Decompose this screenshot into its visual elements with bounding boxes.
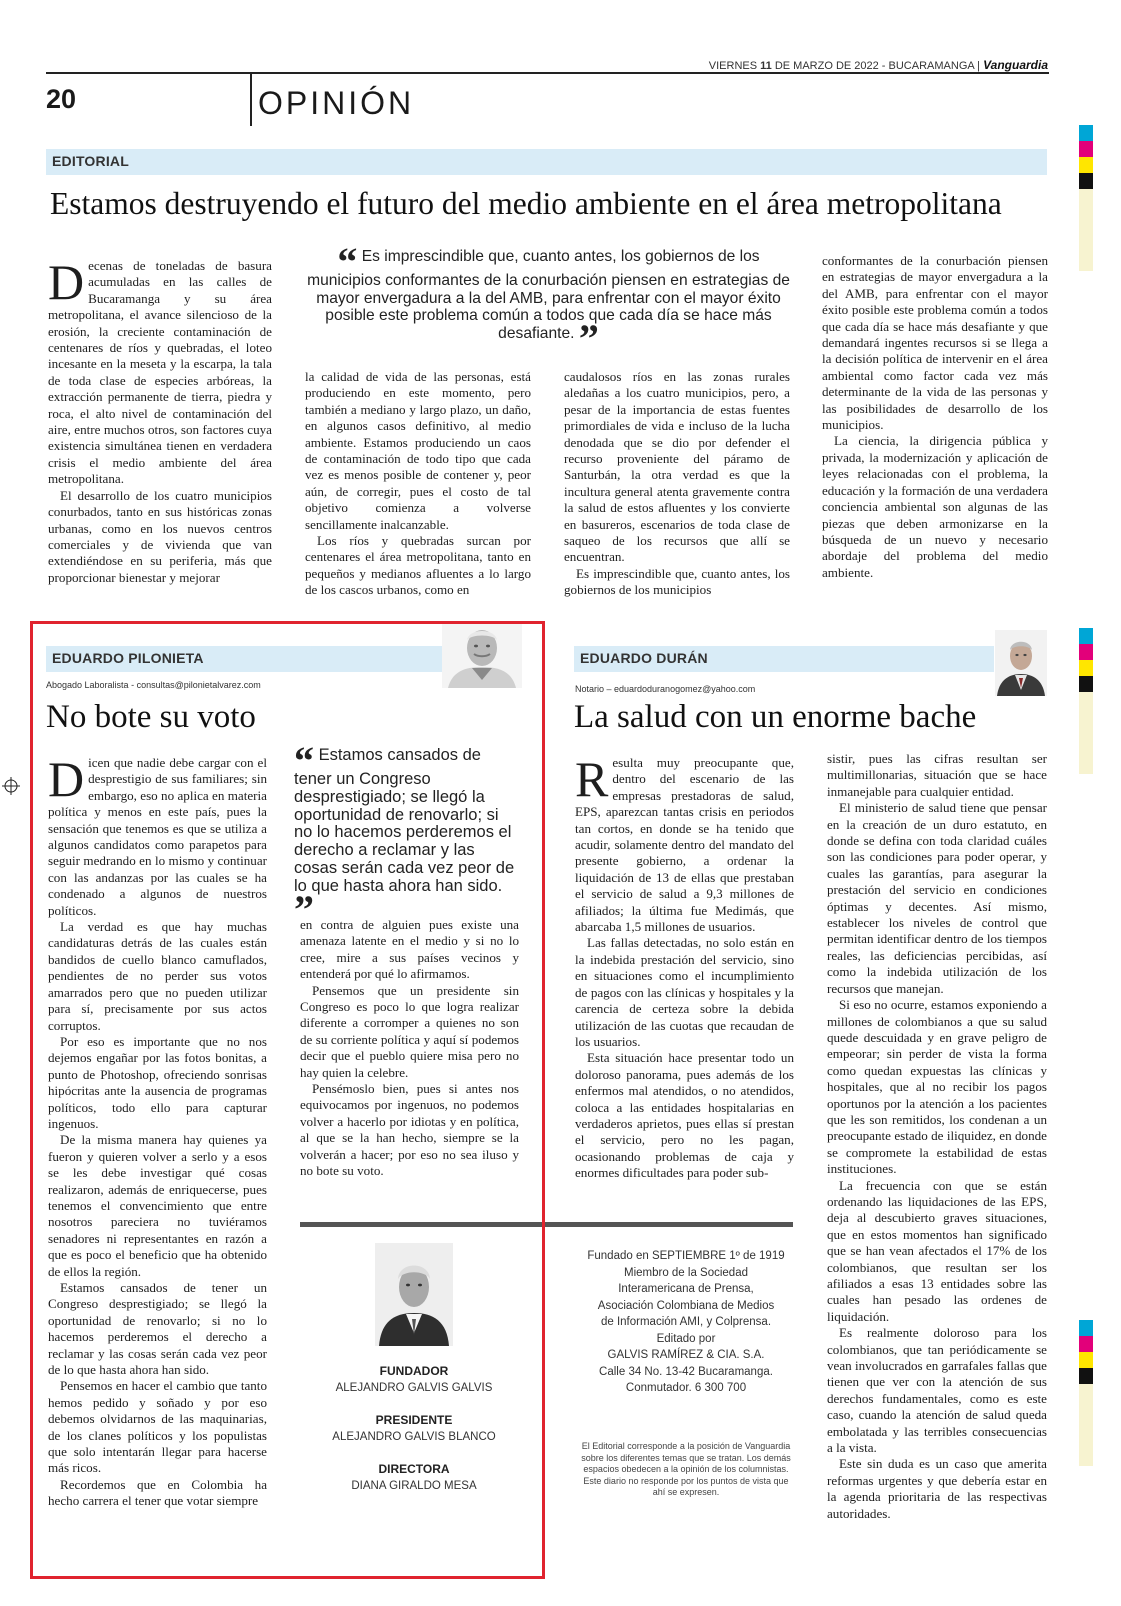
registration-crosshair-icon [2, 777, 20, 795]
editorial-paragraph: El desarrollo de los cuatro municipios conurbados, tanto en sus históricas zonas urbanas, como en los nuevos centros comerciales y de vivienda que van extendiéndose en su periferia, más que proporcionar bienestar y mejorar [48, 487, 272, 585]
close-quote-icon: ” [578, 315, 599, 361]
staff-line: Miembro de la Sociedad [623, 1266, 748, 1279]
section-title: OPINIÓN [258, 85, 415, 121]
editorial-paragraph: la calidad de vida de las personas, está produciendo en este momento, pero también a mediano y largo plazo, un daño, en algunos casos definitivo, al medio ambiente. Estamos produciendo un caos de contaminación de todo tipo que cada vez es menos posible de contener y, peor aún, de corregir, pues el costo de tal objetivo comienza a volverse sencillamente inalcanzable. [305, 369, 531, 532]
staff-line: Asociación Colombiana de Medios [597, 1299, 775, 1312]
duran-paragraph: Si eso no ocurre, estamos exponiendo a millones de colombianos a que su salud quede descuidada y en grave peligro de empeorar; sin perder de vista la forma como quedan expuestas las clínicas y hospitales, que al no recibir los pagos oportunos por la atención a los pacientes que les son remitidos, los condenan a un preocupante estado de iliquidez, en donde se compromete la estabilidad de estas instituciones. [827, 997, 1047, 1177]
date-weekday: VIERNES [708, 60, 758, 72]
page-number: 20 [46, 84, 77, 114]
open-quote-icon: “ [294, 738, 314, 783]
pilonieta-paragraph: De la misma manera hay quienes ya fueron y quieren volver a serlo y a esos se les debe investigar qué cosas realizaron, además de enriquecerse, pues tenemos el convencimiento que entre nosotros pareciera no tuviéramos senadores ni representantes en razón a que es poco el beneficio que ha obtenido de ellos la región. [48, 1132, 267, 1279]
staff-role-name: ALEJANDRO GALVIS BLANCO [332, 1430, 496, 1443]
date-rest: DE MARZO DE 2022 [774, 60, 879, 72]
staff-role-title: PRESIDENTE [375, 1413, 453, 1427]
duran-column-2 [827, 751, 1047, 1522]
staff-role-title: DIRECTORA [378, 1462, 450, 1476]
duran-paragraph: Es realmente doloroso para los colombianos, que tan periódicamente se vean involucrados en garrafales fallas que tienen que ver con la atención de sus derechos fundamentales, como es este caso, cuando la atención de salud queda embolatada y las terribles consecuencias a la vista. [827, 1325, 1047, 1456]
editorial-paragraph: ecenas de toneladas de basura acumuladas en las calles de Bucaramanga y su área metropolitana, el avance silencioso de la erosión, la creciente contaminación de centenares de ríos y quebradas, el loteo incesante en la meseta y la escarpa, la tala de toda clase de especies arbóreas, la extracción permanente de tierra, piedra y roca, el alto nivel de contaminación del aire, entre muchos otros, son factores cuya existencia simultánea tienen en verdadera crisis el medio ambiente del área metropolitana. [48, 258, 272, 487]
duran-paragraph: Las fallas detectadas, no solo están en la indebida prestación del servicio, sino en situaciones como el incumplimiento de pagos con las clínicas y hospitales y la carencia de certeza sobre la debida utilización de las cuotas que recaudan de los usuarios. [575, 935, 794, 1049]
pilonieta-dropcap: D [48, 751, 85, 807]
top-rule [46, 72, 1049, 74]
dateline: VIERNES 11 DE MARZO DE 2022 - BUCARAMANGA | Vanguardia [708, 58, 1048, 72]
editorial-dropcap: D [48, 254, 85, 310]
brand-logo: Vanguardia [983, 58, 1048, 72]
pilonieta-paragraph: La verdad es que hay muchas candidaturas detrás de las cuales están bandidos de cuello blanco camuflados, pendientes de no perder sus votos amarrados pero que no pueden utilizar para sí, precisamente por sus actos corruptos. [48, 919, 267, 1033]
staff-role-title: FUNDADOR [379, 1364, 449, 1378]
editorial-paragraph: La ciencia, la dirigencia pública y privada, la modernización y aplicación de leyes relacionadas con el problema, la educación y la formación de una verdadera conciencia ambiental son algunas de las piezas que deben armonizarse en la búsqueda de un nuevo y necesario abordaje del problema del medio ambiente. [822, 433, 1048, 580]
staff-line: GALVIS RAMÍREZ & CIA. S.A. [607, 1349, 765, 1361]
duran-paragraph: esulta muy preocupante que, dentro del escenario de las empresas prestadoras de salud, EPS, aparezcan tantas crisis en periodos tan cortos, en donde se ha tenido que acudir, solamente dentro del mandato del presente gobierno, a ordenar la liquidación de 13 de ellas que prestaban el servicio de salud a 9,3 millones de afiliados; la última fue Medimás, que abarcaba 1,5 millones de usuarios. [575, 755, 794, 935]
staff-line: Editado por [656, 1332, 716, 1345]
duran-author-name: EDUARDO DURÁN [580, 650, 708, 666]
pilonieta-paragraph: Pensemos en hacer el cambio que tanto hemos pedido y soñado y por eso debemos olvidarnos de las maquinarias, de los clanes políticos y los populistas que solo intentarán llegar para hacerse más ricos. [48, 1378, 267, 1476]
editorial-paragraph: caudalosos ríos en las zonas rurales aledañas a los cuatro municipios, pero, a pesar de la importancia de estas fuentes primordiales de vida e incluso de la lucha denodada que se dio por defender el recurso proveniente del páramo de Santurbán, la otra verdad es que la incultura general atenta gravemente contra la salud de estos afluentes y los convierte en basureros, escenarios de toda clase de saqueo de los recursos que allí se encuentran. [564, 369, 790, 565]
duran-paragraph: Esta situación hace presentar todo un doloroso panorama, pues además de los enfermos mal atendidos, o no atendidos, coloca a las entidades hospitalarias en verdaderos aprietos, pues ellas sí prestan el servicio, pero no les pagan, ocasionando problemas de caja y enormes dificultades para poder sub- [575, 1050, 794, 1181]
editorial-paragraph: Es imprescindible que, cuanto antes, los gobiernos de los municipios [564, 565, 790, 598]
pilonieta-byline: Abogado Laboralista - consultas@pilonietalvarez.com [46, 680, 261, 690]
pilonieta-author-name: EDUARDO PILONIETA [52, 650, 204, 666]
pilonieta-paragraph: Pensemos que un presidente sin Congreso es poco lo que logra realizar diferente a corromper a quienes no son de su corriente política y aquí sí podemos decir que el pueblo quiere misa pero no hay quien la celebre. [300, 982, 519, 1080]
duran-label-bar [574, 646, 994, 672]
editorial-column-3 [564, 369, 790, 599]
duran-paragraph: Este sin duda es un caso que amerita reformas urgentes y que debería estar en la agenda prioritaria de las respectivas autoridades. [827, 1456, 1047, 1521]
staff-disclaimer: El Editorial corresponde a la posición de Vanguardia sobre los diferentes temas que se tratan. Los demás espacios obedecen a la opinión de los columnistas. Este diario no responde por los puntos de vista que ahí se expresen. [581, 1441, 791, 1497]
staff-founded-info [570, 1248, 802, 1397]
open-quote-icon: “ [337, 239, 358, 284]
section-divider [250, 74, 252, 126]
duran-dropcap: R [575, 751, 609, 807]
duran-paragraph: sistir, pues las cifras resultan ser multimillonarias, situación que se hace inmanejable para cualquier entidad. [827, 751, 1047, 799]
staff-line: Calle 34 No. 13-42 Bucaramanga. [599, 1365, 773, 1378]
editorial-headline: Estamos destruyendo el futuro del medio ambiente en el área metropolitana [50, 186, 1002, 221]
pilonieta-paragraph: Por eso es importante que no nos dejemos engañar por las fotos bonitas, a punto de Photoshop, ofreciendo sonrisas hipócritas ante la ausencia de programas políticos, todo ello para capturar ingenuos. [48, 1033, 267, 1131]
duran-paragraph: La frecuencia con que se están ordenando las liquidaciones de las EPS, deja al descubierto graves situaciones, que en estos momentos han significado que se han vean afectados el 17% de los colombianos, que resultan ser los afiliados a esas 13 entidades sobre las cuales han pesado las ordenes de liquidación. [827, 1177, 1047, 1324]
highlight-frame [30, 621, 545, 1579]
editorial-paragraph: Los ríos y quebradas surcan por centenares el área metropolitana, tanto en pequeños y medianos afluentes a lo largo de los cascos urbanos, como en [305, 533, 531, 598]
editorial-paragraph: conformantes de la conurbación piensen en estrategias de mayor envergadura a la del AMB, para enfrentar con el mayor éxito posible este problema común a todos que cada día se hace más desafiante y que demandará ingentes recursos si se llega a la decisión política de intervenir en el área ambiental como factor cada vez más determinante de la vida de las personas y las posibilidades de desarrollo de los municipios. [822, 253, 1048, 433]
editorial-pull-quote [305, 239, 792, 361]
pilonieta-paragraph: en contra de alguien pues existe una amenaza latente en el medio y si no lo cree, mire a sus países vecinos y entenderá por qué lo afirmamos. [300, 917, 519, 982]
date-city: BUCARAMANGA [888, 60, 975, 72]
editorial-label: EDITORIAL [52, 153, 129, 169]
date-day: 11 [760, 60, 772, 72]
staff-line: Fundado en SEPTIEMBRE 1º de 1919 [587, 1250, 785, 1262]
color-bar-icon [1079, 628, 1093, 774]
staff-line: Conmutador. 6 300 700 [625, 1382, 747, 1394]
pilonieta-paragraph: Pensémoslo bien, pues si antes nos equivocamos por ingenuos, no podemos volver a hacerlo por idiotas y en política, al que se la han hecho, siempre se la volverán a hacer; por eso no sea iluso y no bote su voto. [300, 1081, 519, 1179]
editorial-label-bar [46, 149, 1047, 175]
pilonieta-quote-text: Estamos cansados de tener un Congreso desprestigiado; se llegó la oportunidad de renovarlo; si no lo hacemos perderemos el derecho a reclamar y las cosas serán cada vez peor de lo que hasta ahora han sido. [294, 746, 515, 895]
editorial-column-4 [822, 253, 1048, 581]
duran-paragraph: El ministerio de salud tiene que pensar en la creación de un duro estatuto, en donde se defina con toda claridad cuáles son las condiciones para poder operar, y cuales las garantías, para asegurar la prestación del servicio en condiciones óptimas y decentes. Así mismo, establecer los niveles de control que permitan identificar dentro de los tiempos reales, las deficiencias percibidas, así como la indebida utilización de los recursos que manejan. [827, 800, 1047, 996]
staff-role-name: DIANA GIRALDO MESA [351, 1479, 477, 1492]
color-bar-icon [1079, 125, 1093, 271]
staff-line: de Información AMI, y Colprensa. [600, 1316, 772, 1328]
pilonieta-paragraph: Estamos cansados de tener un Congreso desprestigiado; se llegó la oportunidad de renovarlo; si no lo hacemos perderemos el derecho a reclamar y las cosas serán cada vez peor de lo que hasta ahora han sido. [48, 1280, 267, 1378]
duran-headline: La salud con un enorme bache [574, 699, 977, 735]
staff-role-name: ALEJANDRO GALVIS GALVIS [335, 1381, 493, 1394]
editorial-column-1 [48, 254, 272, 586]
staff-line: Interamericana de Prensa, [618, 1283, 754, 1295]
duran-column-1 [575, 751, 794, 1182]
pilonieta-headline: No bote su voto [46, 699, 256, 735]
duran-byline: Notario – eduardoduranogomez@yahoo.com [575, 684, 756, 694]
editorial-quote-text: Es imprescindible que, cuanto antes, los gobiernos de los municipios conformantes de la conurbación piensen en estrategias de mayor envergadura a la del AMB, para enfrentar con el mayor éxito posible este problema común a todos que cada día se hace más desafiante. [307, 248, 790, 342]
color-bar-icon [1079, 1320, 1093, 1466]
close-quote-icon: ” [294, 886, 314, 932]
pilonieta-paragraph: Recordemos que en Colombia ha hecho carrera el tener que votar siempre [48, 1476, 267, 1509]
pilonieta-paragraph: icen que nadie debe cargar con el desprestigio de sus familiares; sin embargo, eso no aplica en materia política y menos en este país, pues la sensación que tenemos es que se utiliza a algunos candidatos como parapetos para seguir medrando en lo mismo y continuar con las andanzas por las cuales se ha condenado a algunos de nuestros políticos. [48, 755, 267, 918]
author-portrait-duran [995, 630, 1047, 696]
editorial-column-2 [305, 369, 531, 599]
